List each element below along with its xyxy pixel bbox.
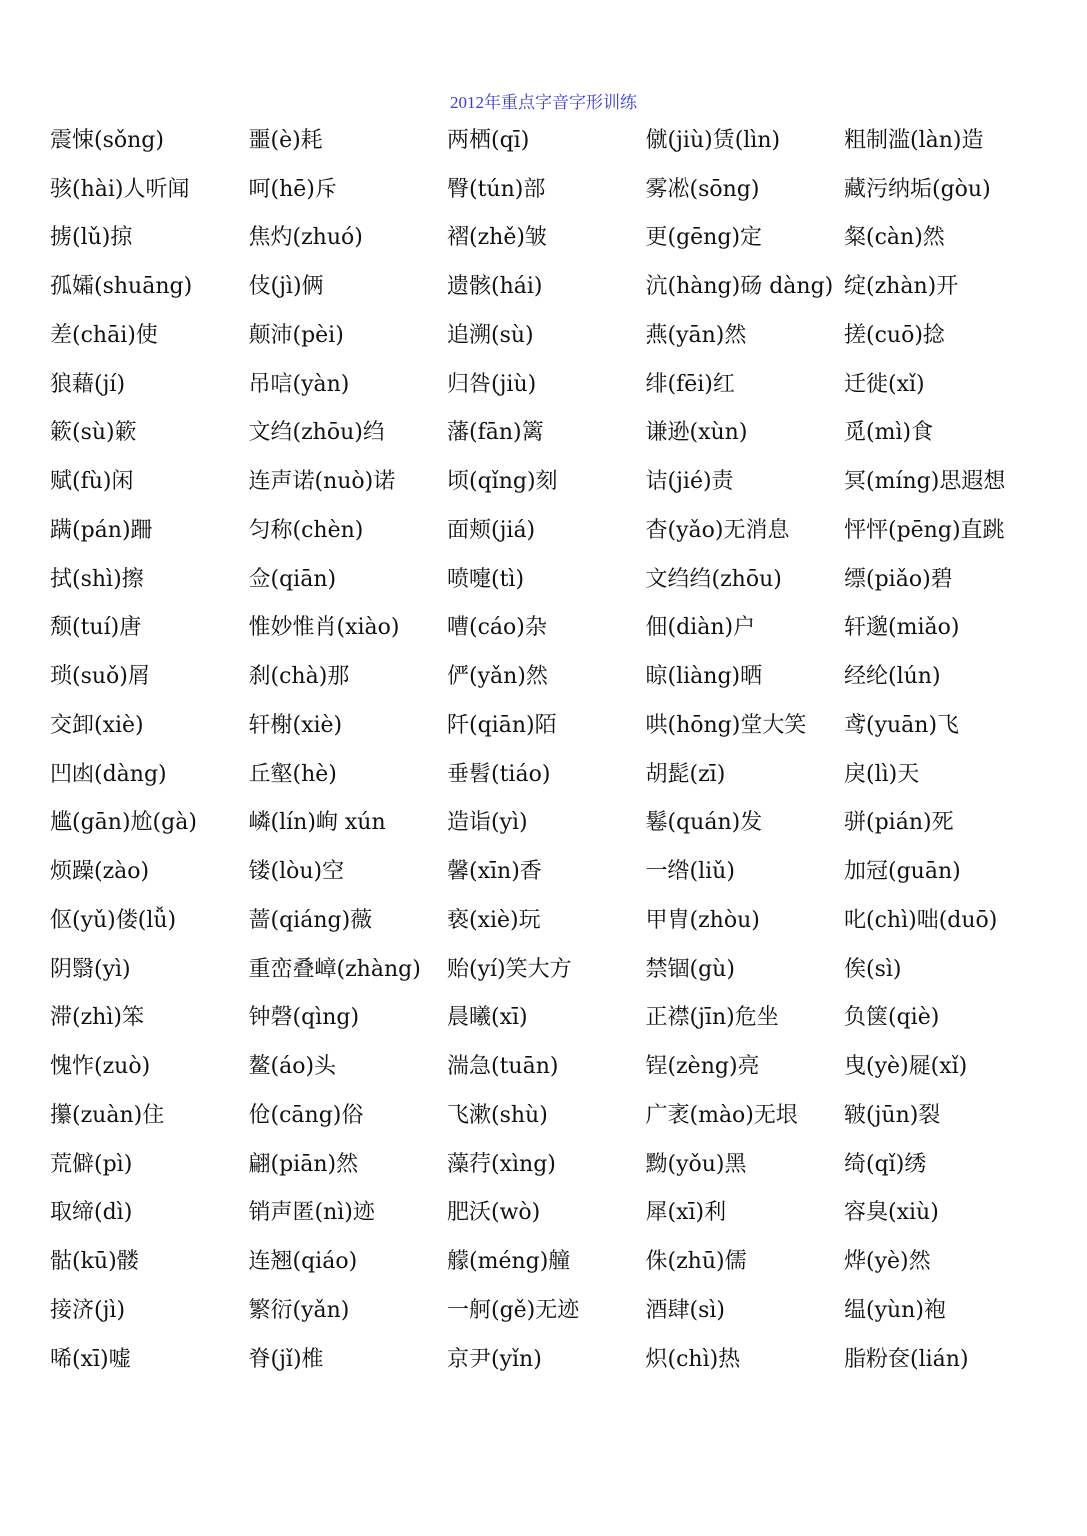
vocab-entry: 鬈(quán)发 <box>645 810 763 836</box>
table-row <box>50 1187 1050 1236</box>
vocab-entry: 藏污纳垢(gòu) <box>844 176 991 202</box>
vocab-entry: 湍急(tuān) <box>447 1054 559 1080</box>
vocab-entry: 脊(jǐ)椎 <box>248 1346 324 1372</box>
table-row <box>50 358 1050 407</box>
vocab-entry: 滞(zhì)笨 <box>50 1005 144 1031</box>
vocab-entry: 愧怍(zuò) <box>50 1054 151 1080</box>
vocab-entry: 禁锢(gù) <box>645 956 735 982</box>
vocab-entry: 荒僻(pì) <box>50 1151 133 1177</box>
vocab-entry: 搓(cuō)捻 <box>844 322 945 348</box>
vocab-entry: 沆(hàng)砀 dàng) <box>645 274 834 300</box>
vocab-entry: 烨(yè)然 <box>844 1249 931 1275</box>
vocab-entry: 俟(sì) <box>844 956 902 982</box>
vocab-entry: 馨(xīn)香 <box>447 859 542 885</box>
vocab-entry: 呵(hē)斥 <box>248 176 337 202</box>
vocab-entry: 飞漱(shù) <box>447 1102 548 1128</box>
vocab-entry: 丘壑(hè) <box>248 761 337 787</box>
table-row <box>50 699 1050 748</box>
vocab-entry: 骇(hài)人听闻 <box>50 176 190 202</box>
vocab-entry: 匀称(chèn) <box>248 517 364 543</box>
vocab-entry: 经纶(lún) <box>844 664 941 690</box>
vocab-entry: 顷(qǐng)刻 <box>447 469 558 495</box>
vocab-entry: 觅(mì)食 <box>844 420 934 446</box>
table-row <box>50 943 1050 992</box>
vocab-entry: 琐(suǒ)屑 <box>50 664 150 690</box>
vocab-entry: 艨(méng)艟 <box>447 1249 571 1275</box>
vocab-entry: 谦逊(xùn) <box>645 420 748 446</box>
vocab-entry: 肥沃(wò) <box>447 1200 541 1226</box>
vocab-entry: 烦躁(zào) <box>50 859 150 885</box>
vocab-entry: 轩榭(xiè) <box>248 712 343 738</box>
vocab-entry: 哄(hōng)堂大笑 <box>645 712 807 738</box>
vocab-entry: 差(chāi)使 <box>50 322 158 348</box>
vocab-entry: 颠沛(pèi) <box>248 322 344 348</box>
vocab-entry: 蹒(pán)跚 <box>50 517 153 543</box>
vocab-entry: 黝(yǒu)黑 <box>645 1151 747 1177</box>
vocab-entry: 翩(piān)然 <box>248 1151 359 1177</box>
table-row <box>50 309 1050 358</box>
vocab-entry: 文绉(zhōu)绉 <box>248 420 385 446</box>
vocab-entry: 一舸(gě)无迹 <box>447 1297 580 1323</box>
table-row <box>50 114 1050 163</box>
vocab-entry: 尴(gān)尬(gà) <box>50 810 197 836</box>
vocab-entry: 伧(cāng)俗 <box>248 1102 364 1128</box>
table-row <box>50 650 1050 699</box>
vocab-entry: 骷(kū)髅 <box>50 1249 139 1275</box>
vocab-entry: 俨(yǎn)然 <box>447 664 548 690</box>
vocab-entry: 连声诺(nuò)诺 <box>248 469 396 495</box>
vocab-entry: 佃(diàn)户 <box>645 615 756 641</box>
vocab-entry: 孤孀(shuāng) <box>50 274 193 300</box>
vocab-entry: 京尹(yǐn) <box>447 1346 542 1372</box>
vocab-entry: 连翘(qiáo) <box>248 1249 358 1275</box>
vocab-entry: 追溯(sù) <box>447 322 534 348</box>
vocab-entry: 粲(càn)然 <box>844 225 945 251</box>
vocab-entry: 绯(fēi)红 <box>645 371 735 397</box>
vocab-entry: 缥(piǎo)碧 <box>844 566 953 592</box>
vocab-entry: 喷嚏(tì) <box>447 566 525 592</box>
vocab-entry: 广袤(mào)无垠 <box>645 1102 798 1128</box>
table-row <box>50 1138 1050 1187</box>
vocab-entry: 杳(yǎo)无消息 <box>645 517 790 543</box>
vocab-entry: 面颊(jiá) <box>447 517 536 543</box>
vocab-entry: 垂髫(tiáo) <box>447 761 551 787</box>
table-row <box>50 553 1050 602</box>
vocab-entry: 曳(yè)屣(xǐ) <box>844 1054 968 1080</box>
vocab-entry: 燕(yān)然 <box>645 322 747 348</box>
vocab-entry: 赋(fù)闲 <box>50 469 134 495</box>
vocab-entry: 更(gēng)定 <box>645 225 763 251</box>
table-row <box>50 455 1050 504</box>
vocab-entry: 狼藉(jí) <box>50 371 126 397</box>
vocab-entry: 颓(tuí)唐 <box>50 615 142 641</box>
vocab-entry: 凹凼(dàng) <box>50 761 167 787</box>
table-row <box>50 1333 1050 1382</box>
vocab-entry: 噩(è)耗 <box>248 127 323 153</box>
vocab-entry: 拭(shì)擦 <box>50 566 144 592</box>
vocab-entry: 簌(sù)簌 <box>50 420 137 446</box>
vocab-entry: 亵(xiè)玩 <box>447 907 541 933</box>
vocab-entry: 造诣(yì) <box>447 810 528 836</box>
table-row <box>50 1284 1050 1333</box>
vocab-entry: 蔷(qiáng)薇 <box>248 907 373 933</box>
vocab-entry: 一绺(liǔ) <box>645 859 735 885</box>
vocab-entry: 攥(zuàn)住 <box>50 1102 165 1128</box>
vocab-entry: 正襟(jīn)危坐 <box>645 1005 779 1031</box>
vocab-entry: 甲胄(zhòu) <box>645 907 760 933</box>
vocab-entry: 加冠(guān) <box>844 859 961 885</box>
vocab-entry: 佥(qiān) <box>248 566 337 592</box>
vocab-entry: 震悚(sǒng) <box>50 127 164 153</box>
vocab-entry: 酒肆(sì) <box>645 1297 725 1323</box>
vocab-entry: 嘈(cáo)杂 <box>447 615 547 641</box>
vocab-entry: 侏(zhū)儒 <box>645 1249 747 1275</box>
vocab-entry: 掳(lǔ)掠 <box>50 225 133 251</box>
table-row <box>50 407 1050 456</box>
vocab-entry: 伎(jì)俩 <box>248 274 324 300</box>
vocab-entry: 阴翳(yì) <box>50 956 131 982</box>
vocab-entry: 伛(yǔ)偻(lǚ) <box>50 907 177 933</box>
vocab-entry: 惟妙惟肖(xiào) <box>248 615 400 641</box>
vocab-entry: 叱(chì)咄(duō) <box>844 907 998 933</box>
vocab-entry: 焦灼(zhuó) <box>248 225 363 251</box>
vocab-table <box>50 114 1050 1382</box>
vocab-entry: 接济(jì) <box>50 1297 126 1323</box>
vocab-entry: 臀(tún)部 <box>447 176 546 202</box>
vocab-entry: 钟磬(qìng) <box>248 1005 360 1031</box>
vocab-entry: 两栖(qī) <box>447 127 530 153</box>
vocab-entry: 晾(liàng)晒 <box>645 664 763 690</box>
vocab-entry: 唏(xī)嘘 <box>50 1346 131 1372</box>
vocab-entry: 鸢(yuān)飞 <box>844 712 960 738</box>
vocab-entry: 炽(chì)热 <box>645 1346 741 1372</box>
table-row <box>50 1235 1050 1284</box>
table-row <box>50 1089 1050 1138</box>
vocab-entry: 镂(lòu)空 <box>248 859 345 885</box>
vocab-entry: 犀(xī)利 <box>645 1200 727 1226</box>
table-row <box>50 163 1050 212</box>
vocab-entry: 交卸(xiè) <box>50 712 144 738</box>
vocab-entry: 重峦叠嶂(zhàng) <box>248 956 421 982</box>
vocab-entry: 繁衍(yǎn) <box>248 1297 350 1323</box>
table-row <box>50 797 1050 846</box>
table-row <box>50 260 1050 309</box>
vocab-entry: 遗骸(hái) <box>447 274 543 300</box>
vocab-entry: 贻(yí)笑大方 <box>447 956 572 982</box>
vocab-entry: 脂粉奁(lián) <box>844 1346 969 1372</box>
vocab-entry: 冥(míng)思遐想 <box>844 469 1006 495</box>
table-row <box>50 504 1050 553</box>
table-row <box>50 894 1050 943</box>
vocab-entry: 吊唁(yàn) <box>248 371 350 397</box>
vocab-entry: 绮(qǐ)绣 <box>844 1151 927 1177</box>
vocab-entry: 胡髭(zī) <box>645 761 726 787</box>
vocab-entry: 锃(zèng)亮 <box>645 1054 760 1080</box>
vocab-entry: 嶙(lín)峋 xún <box>248 810 386 836</box>
vocab-entry: 褶(zhě)皱 <box>447 225 547 251</box>
vocab-entry: 鳌(áo)头 <box>248 1054 337 1080</box>
vocab-entry: 迁徙(xǐ) <box>844 371 925 397</box>
table-row <box>50 845 1050 894</box>
vocab-entry: 销声匿(nì)迹 <box>248 1200 375 1226</box>
vocab-entry: 皲(jūn)裂 <box>844 1102 941 1128</box>
vocab-entry: 文绉绉(zhōu) <box>645 566 782 592</box>
table-row <box>50 748 1050 797</box>
vocab-entry: 刹(chà)那 <box>248 664 350 690</box>
vocab-entry: 骈(pián)死 <box>844 810 954 836</box>
vocab-entry: 藩(fān)篱 <box>447 420 544 446</box>
vocab-entry: 取缔(dì) <box>50 1200 133 1226</box>
vocab-entry: 戾(lì)天 <box>844 761 920 787</box>
vocab-entry: 缊(yùn)袍 <box>844 1297 946 1323</box>
table-row <box>50 992 1050 1041</box>
vocab-entry: 归咎(jiù) <box>447 371 537 397</box>
table-row <box>50 212 1050 261</box>
vocab-entry: 绽(zhàn)开 <box>844 274 959 300</box>
vocab-entry: 藻荇(xìng) <box>447 1151 556 1177</box>
vocab-entry: 诘(jié)责 <box>645 469 734 495</box>
vocab-entry: 轩邈(miǎo) <box>844 615 960 641</box>
table-row <box>50 1040 1050 1089</box>
vocab-entry: 怦怦(pēng)直跳 <box>844 517 1005 543</box>
vocab-entry: 雾凇(sōng) <box>645 176 760 202</box>
vocab-entry: 僦(jiù)赁(lìn) <box>645 127 781 153</box>
vocab-entry: 负箧(qiè) <box>844 1005 940 1031</box>
vocab-entry: 晨曦(xī) <box>447 1005 528 1031</box>
vocab-entry: 粗制滥(làn)造 <box>844 127 984 153</box>
vocab-entry: 阡(qiān)陌 <box>447 712 557 738</box>
page-title: 2012年重点字音字形训练 <box>450 93 637 112</box>
table-row <box>50 602 1050 651</box>
vocab-entry: 容臭(xiù) <box>844 1200 939 1226</box>
